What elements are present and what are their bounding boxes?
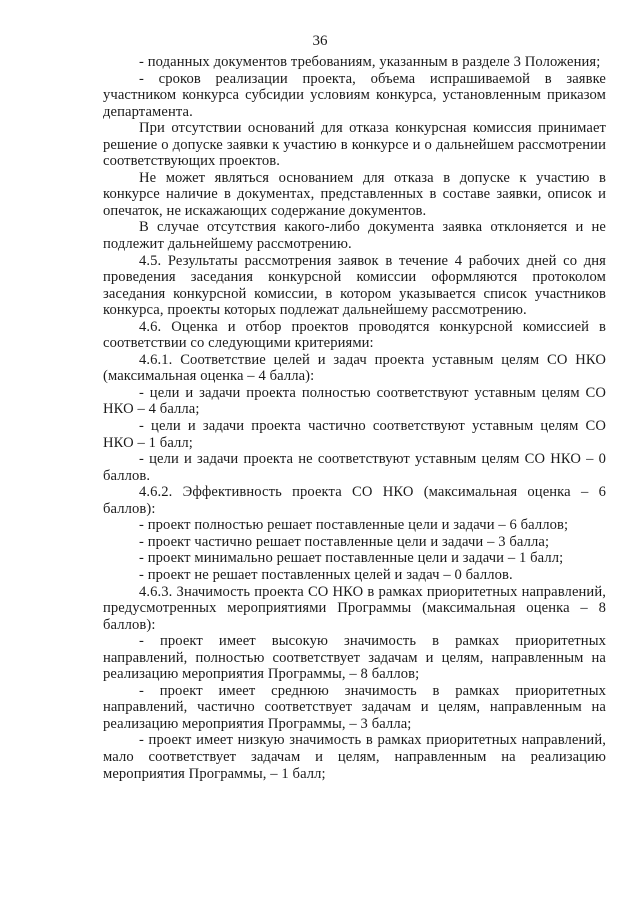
paragraph-9: - цели и задачи проекта полностью соответствуют уставным целям СО НКО – 4 балла; <box>103 384 606 418</box>
paragraph-11: - цели и задачи проекта не соответствуют уставным целям СО НКО – 0 баллов. <box>103 451 606 484</box>
paragraph-19: - проект имеет среднюю значимость в рамках приоритетных направлений, частично соответствует задачам и целям, направленным на реализацию мероприятия Программы, – 3 балла; <box>103 682 606 732</box>
paragraph-20: - проект имеет низкую значимость в рамках приоритетных направлений, мало соответствует задачам и целям, направленным на реализацию мероприятия Программы, – 1 балл; <box>103 732 606 782</box>
paragraph-13: - проект полностью решает поставленные цели и задачи – 6 баллов; <box>139 517 569 534</box>
paragraph-5: В случае отсутствия какого-либо документа заявка отклоняется и не подлежит дальнейшему рассмотрению. <box>103 219 606 253</box>
paragraph-15: - проект минимально решает поставленные цели и задачи – 1 балл; <box>139 550 564 567</box>
paragraph-18: - проект имеет высокую значимость в рамках приоритетных направлений, полностью соответствует задачам и целям, направленным на реализацию мероприятия Программы, – 8 баллов; <box>103 633 606 683</box>
paragraph-3: При отсутствии оснований для отказа конкурсная комиссия принимает решение о допуске заявки к участию в конкурсе и о дальнейшем рассмотрении соответствующих проектов. <box>103 120 606 170</box>
paragraph-17: 4.6.3. Значимость проекта СО НКО в рамках приоритетных направлений, предусмотренных мероприятиями Программы (максимальная оценка – 8 баллов): <box>103 583 606 633</box>
paragraph-2: - сроков реализации проекта, объема испрашиваемой в заявке участником конкурса субсидии условиям конкурса, установленным приказом департамента. <box>103 70 606 120</box>
paragraph-6: 4.5. Результаты рассмотрения заявок в течение 4 рабочих дней со дня проведения заседания конкурсной комиссии оформляются протоколом заседания конкурсной комиссии, в котором указывается список участников конкурса, проекты которых подлежат дальнейшему рассмотрению. <box>103 252 606 319</box>
paragraph-10: - цели и задачи проекта частично соответствуют уставным целям СО НКО – 1 балл; <box>103 418 606 451</box>
paragraph-14: - проект частично решает поставленные цели и задачи – 3 балла; <box>139 533 550 550</box>
document-body <box>103 54 606 782</box>
paragraph-1: - поданных документов требованиям, указанным в разделе 3 Положения; <box>139 54 601 70</box>
paragraph-8: 4.6.1. Соответствие целей и задач проекта уставным целям СО НКО (максимальная оценка – 4 балла): <box>103 351 606 385</box>
page-number: 36 <box>312 33 328 49</box>
paragraph-7: 4.6. Оценка и отбор проектов проводятся конкурсной комиссией в соответствии со следующими критериями: <box>103 318 606 352</box>
paragraph-16: - проект не решает поставленных целей и задач – 0 баллов. <box>139 566 513 583</box>
paragraph-12: 4.6.2. Эффективность проекта СО НКО (максимальная оценка – 6 баллов): <box>103 484 606 517</box>
paragraph-4: Не может являться основанием для отказа в допуске к участию в конкурсе наличие в документах, представленных в составе заявки, описок и опечаток, не искажающих содержание документов. <box>103 169 606 219</box>
